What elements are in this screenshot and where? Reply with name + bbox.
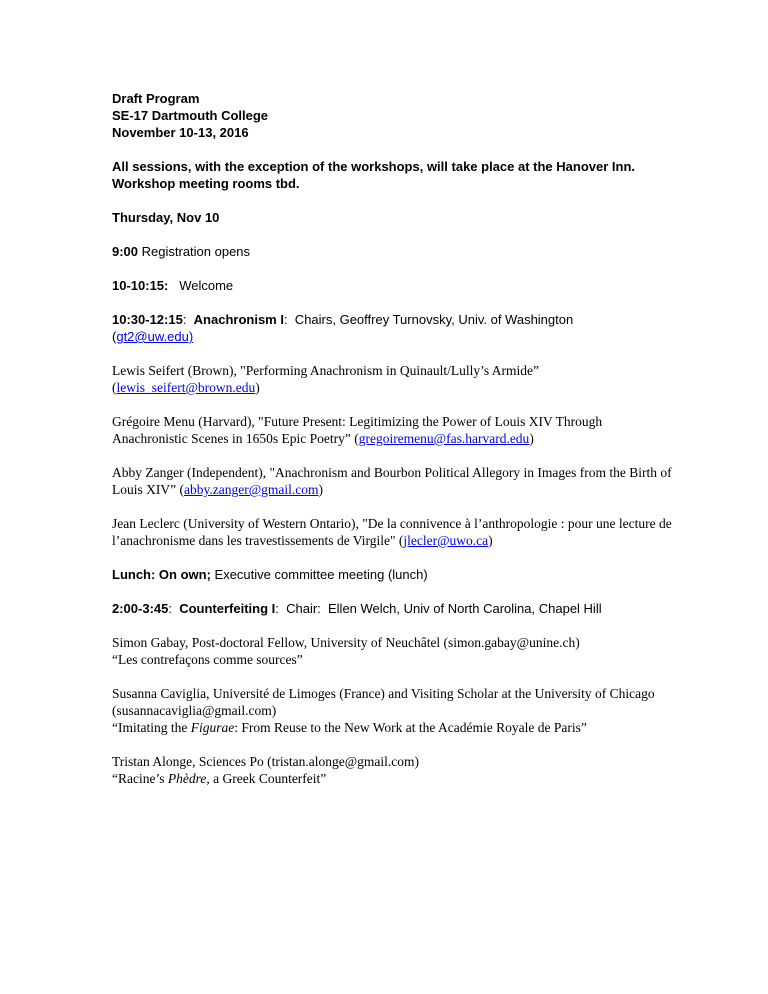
paper-title-italic: Figurae [190,720,235,735]
paper-title [112,719,672,736]
session-counterfeiting-sep: : [168,601,180,616]
paper-seifert [112,362,672,396]
session-counterfeiting [112,600,672,617]
paper-text: Grégoire Menu (Harvard), "Future Present: Legitimizing the Power of Louis XIV Through Anachronistic Scenes in 1650s Epic Poetry” ( [112,414,603,446]
paper-title-rest: : From Reuse to the New Work at the Académie Royale de Paris” [234,720,587,735]
session-anachronism [112,311,672,345]
paper-title-text: “Les contrefaçons comme sources” [112,652,303,667]
paper-title-rest: , a Greek Counterfeit” [206,771,327,786]
paper-close: ) [488,533,493,548]
header-title: Draft Program [112,91,200,106]
paper-email-link[interactable]: gregoiremenu@fas.harvard.edu [358,431,530,446]
session-counterfeiting-time: 2:00-3:45 [112,601,169,616]
paper-text: Jean Leclerc (University of Western Ontario), "De la connivence à l’anthropologie : pour une lecture de l’anachronisme dans les travestissements de Virgile" ( [112,516,672,548]
lunch-text: Executive committee meeting (lunch) [210,567,428,582]
paper-text: Lewis Seifert (Brown), "Performing Anachronism in Quinault/Lully’s Armide” ( [112,363,539,395]
paper-close: ) [255,380,260,395]
header-dates: November 10-13, 2016 [112,125,249,140]
session-anachronism-sep: : [182,312,194,327]
session-counterfeiting-title: Counterfeiting I [179,601,276,616]
paper-author: Susanna Caviglia, Université de Limoges (France) and Visiting Scholar at the University of Chicago (susannacaviglia@gmail.com) [112,686,655,718]
session-anachronism-chairs: : Chairs, Geoffrey Turnovsky, Univ. of Washington [283,312,574,327]
venue-notice: All sessions, with the exception of the workshops, will take place at the Hanover Inn. Workshop meeting rooms tbd. [112,159,636,191]
registration-text: Registration opens [138,244,251,259]
paper-title-text: “Imitating the [112,720,191,735]
lunch-item [112,566,672,583]
chair-email-link[interactable]: gt2@uw.edu) [116,329,194,344]
paper-email-link[interactable]: lewis_seifert@brown.edu [116,380,256,395]
registration-time: 9:00 [112,244,139,259]
welcome-item [112,277,672,294]
paper-gabay [112,634,672,668]
day-heading: Thursday, Nov 10 [112,210,220,225]
paper-email-link[interactable]: abby.zanger@gmail.com [183,482,319,497]
chair-email-open: ( [112,329,117,344]
session-anachronism-time: 10:30-12:15 [112,312,183,327]
registration-item [112,243,672,260]
paper-author: Tristan Alonge, Sciences Po (tristan.alonge@gmail.com) [112,754,420,769]
lunch-bold: Lunch: On own; [112,567,211,582]
paper-title [112,770,672,787]
paper-title-text: “Racine’s [112,771,168,786]
session-counterfeiting-chair: : Chair: Ellen Welch, Univ of North Carolina, Chapel Hill [275,601,602,616]
paper-title-italic: Phèdre [167,771,207,786]
paper-leclerc [112,515,672,549]
paper-zanger [112,464,672,498]
program-header [112,90,672,141]
header-conference: SE-17 Dartmouth College [112,108,269,123]
document-page [112,90,672,804]
paper-caviglia [112,685,672,736]
paper-text: Abby Zanger (Independent), "Anachronism and Bourbon Political Allegory in Images from the Birth of Louis XIV” ( [112,465,672,497]
paper-menu [112,413,672,447]
session-anachronism-title: Anachronism I [193,312,284,327]
paper-alonge [112,753,672,787]
paper-close: ) [529,431,534,446]
paper-email-link[interactable]: jlecler@uwo.ca [403,533,489,548]
paper-title [112,651,672,668]
paper-author: Simon Gabay, Post-doctoral Fellow, University of Neuchâtel (simon.gabay@unine.ch) [112,635,580,650]
paper-close: ) [318,482,323,497]
welcome-text: Welcome [168,278,234,293]
welcome-time: 10-10:15: [112,278,169,293]
